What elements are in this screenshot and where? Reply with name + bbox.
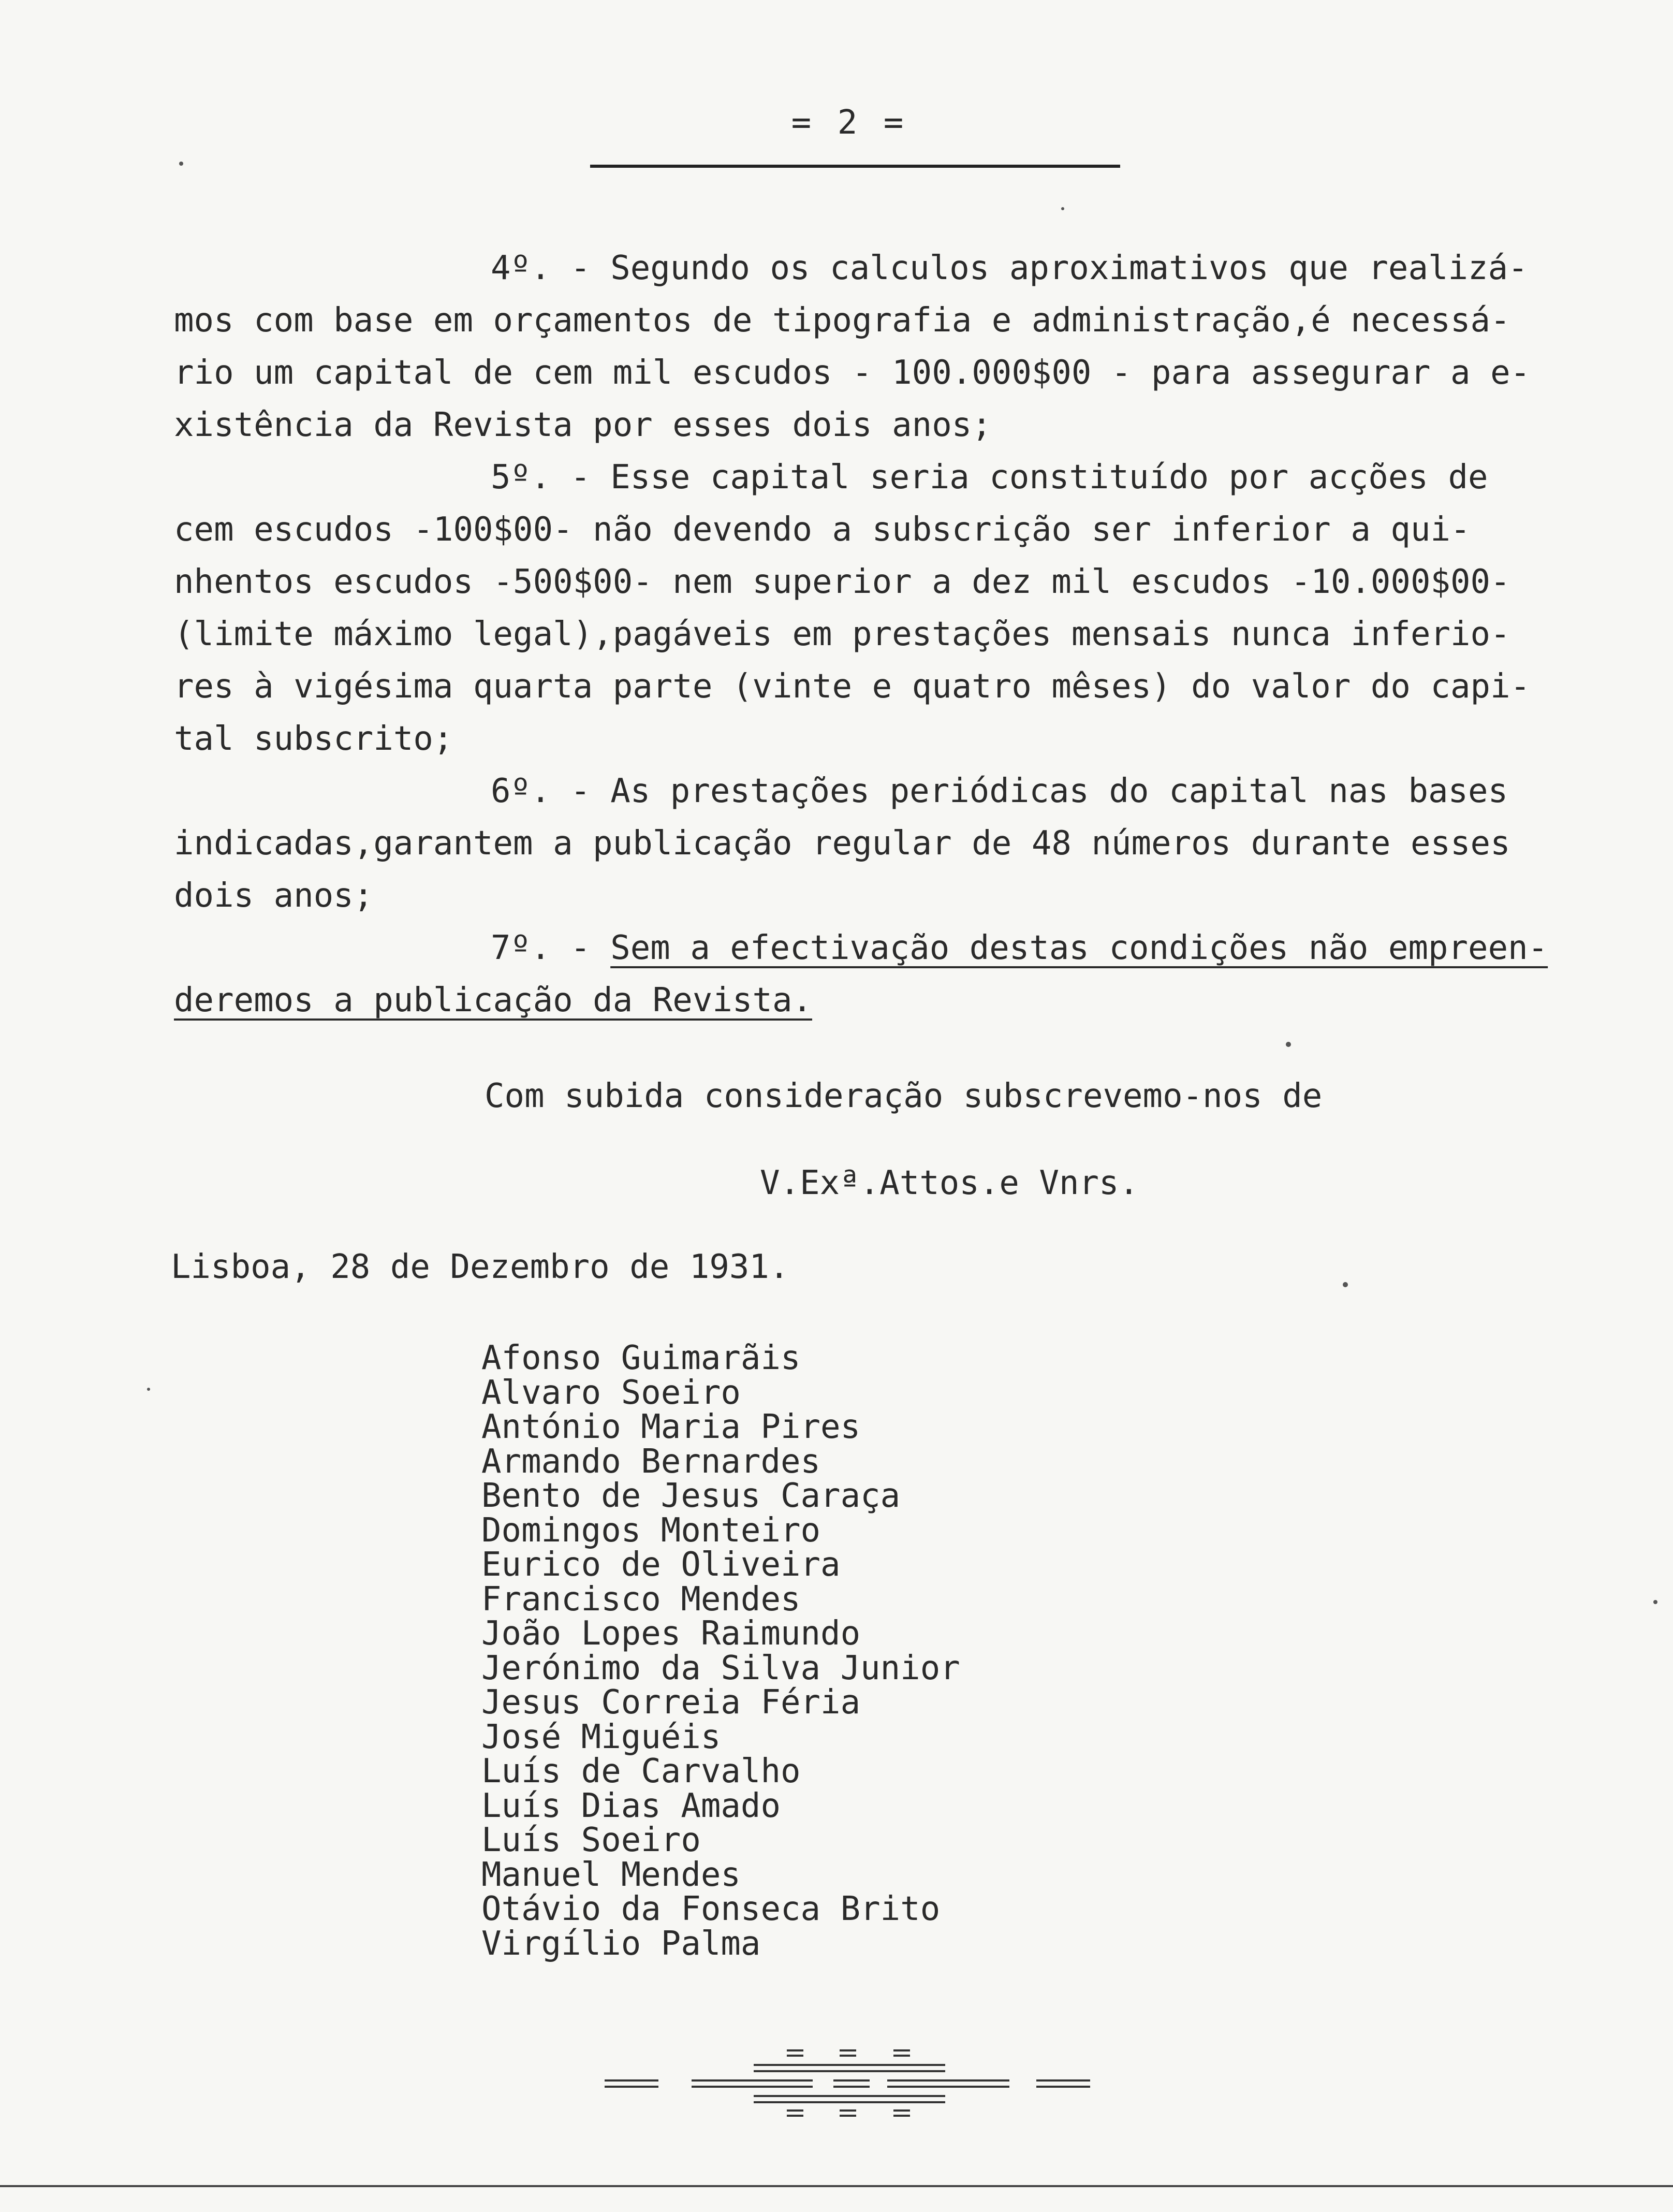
paragraph-5-line-5: res à vigésima quarta parte (vinte e quatro mêses) do valor do capi- [174, 667, 1531, 706]
scan-speck [1061, 207, 1064, 210]
paragraph-7-line-1 [174, 922, 1592, 974]
paragraph-7-line-2 [174, 974, 1592, 1027]
signatory-name: Alvaro Soeiro [481, 1373, 741, 1412]
signatory-name: António Maria Pires [481, 1408, 861, 1446]
signatory-name: Otávio da Fonseca Brito [481, 1890, 941, 1928]
paragraph-4-line-1: 4º. - Segundo os calculos aproximativos que realizá- [491, 249, 1528, 287]
paragraph-6-line-1: 6º. - As prestações periódicas do capital nas bases [491, 772, 1508, 810]
scan-speck [179, 162, 183, 166]
salutation: V.Exª.Attos.e Vnrs. [760, 1164, 1139, 1202]
signatory-name: Luís de Carvalho [481, 1752, 801, 1791]
signatory-name: José Miguéis [481, 1718, 721, 1756]
signatory-name: Bento de Jesus Caraça [481, 1477, 901, 1515]
scan-speck [1286, 1042, 1291, 1047]
dateline: Lisboa, 28 de Dezembro de 1931. [171, 1248, 789, 1286]
paragraph-6-line-3: dois anos; [174, 877, 374, 915]
paragraph-5-line-2: cem escudos -100$00- não devendo a subscrição ser inferior a qui- [174, 511, 1471, 549]
signatory-name: Francisco Mendes [481, 1580, 801, 1619]
paragraph-4-line-4: xistência da Revista por esses dois anos; [174, 406, 992, 444]
bottom-edge-line [0, 2185, 1673, 2187]
signatory-name: Afonso Guimarãis [481, 1339, 801, 1377]
signatory-list [481, 1341, 960, 1961]
closing-line: Com subida consideração subscrevemo-nos de [485, 1077, 1323, 1115]
page-number: = 2 = [791, 104, 907, 142]
paragraph-7-number: 7º. - [491, 929, 611, 967]
header-rule [590, 165, 1120, 168]
paragraph-6-line-2: indicadas,garantem a publicação regular de 48 números durante esses [174, 824, 1510, 863]
paragraph-5-line-4: (limite máximo legal),pagáveis em prestações mensais nunca inferio- [174, 615, 1510, 653]
signatory-name: Luís Dias Amado [481, 1786, 781, 1825]
signatory-name: Eurico de Oliveira [481, 1546, 841, 1584]
paragraph-4-line-2: mos com base em orçamentos de tipografia e administração,é necessá- [174, 301, 1510, 340]
signatory-name: Virgílio Palma [481, 1924, 761, 1963]
body-text [174, 242, 1592, 1027]
signatory-name: Jerónimo da Silva Junior [481, 1649, 960, 1687]
paragraph-5-line-6: tal subscrito; [174, 720, 453, 758]
end-ornament [600, 2040, 1097, 2118]
signatory-name: Luís Soeiro [481, 1821, 701, 1859]
paragraph-5-line-1: 5º. - Esse capital seria constituído por acções de [491, 458, 1488, 497]
scan-speck [147, 1388, 150, 1391]
paragraph-4-line-3: rio um capital de cem mil escudos - 100.000$00 - para assegurar a e- [174, 354, 1531, 392]
signatory-name: Domingos Monteiro [481, 1511, 821, 1550]
signatory-name: João Lopes Raimundo [481, 1614, 861, 1653]
signatory-name: Manuel Mendes [481, 1855, 741, 1894]
paragraph-7-underlined-1: Sem a efectivação destas condições não empreen- [610, 929, 1548, 967]
scan-speck [1343, 1282, 1348, 1287]
scan-speck [1653, 1600, 1657, 1604]
paragraph-5-line-3: nhentos escudos -500$00- nem superior a dez mil escudos -10.000$00- [174, 563, 1510, 601]
signatory-name: Armando Bernardes [481, 1442, 821, 1481]
signatory-name: Jesus Correia Féria [481, 1683, 861, 1722]
paragraph-7-underlined-2: deremos a publicação da Revista. [174, 981, 812, 1020]
